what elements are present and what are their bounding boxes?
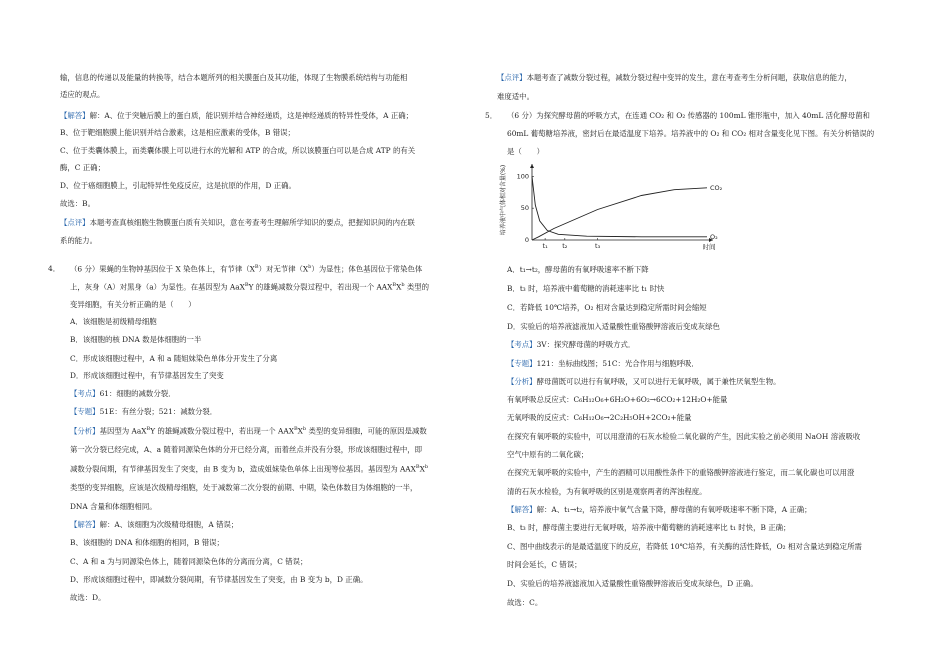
right-text-line: C．若降低 10℃培养，O₂ 相对含量达到稳定所需时间会缩短: [507, 303, 707, 312]
y-tick-label: 0: [524, 236, 529, 244]
left-text-line: D．形成该细胞过程中，有节律基因发生了突变: [70, 371, 224, 380]
left-text-line: （6 分）果蝇的生物钟基因位于 X 染色体上，有节律$(X^B)$对无节律$(X^b)$为显性；体色基因位于常染色体: [70, 264, 423, 274]
right-text-line: 【考点】3V：探究酵母菌的呼吸方式．: [507, 340, 636, 349]
right-text-line: （6 分）为探究酵母菌的呼吸方式，在连通 CO₂ 和 O₂ 传感器的 100mL 锥形瓶中，加入 40mL 活化酵母菌和: [507, 111, 870, 120]
left-text-line: D、位于癌细胞膜上，引起特异性免疫反应，这是抗原的作用，D 正确。: [60, 181, 296, 190]
right-text-line: D、实验后的培养液滤液加入适量酸性重铬酸钾溶液后变成灰绿色，D 正确。: [507, 579, 758, 588]
left-text-line: 故选：D。: [70, 593, 106, 602]
left-text-line: B．该细胞的核 DNA 数是体细胞的一半: [70, 335, 202, 344]
left-text-line: 【点评】本题考查真核细胞生物膜蛋白质有关知识，意在考查考生理解所学知识的要点，把握知识间的内在联: [60, 218, 415, 227]
left-text-line: B、位于靶细胞膜上能识别并结合激素，这是相应激素的受体，B 错误；: [60, 128, 295, 137]
right-text-line: 【专题】121：坐标曲线图；51C：光合作用与细胞呼吸．: [507, 359, 699, 368]
left-text-line: 【考点】61：细胞的减数分裂．: [70, 389, 176, 398]
series-label: CO₂: [710, 183, 723, 192]
y-axis-arrow: [530, 164, 534, 168]
right-text-line: 【解答】解：A、t₁→t₂，培养液中氧气含量下降，酵母菌的有氧呼吸速率不断下降，A 正确；: [507, 505, 812, 514]
left-text-line: 系的能力。: [60, 236, 97, 245]
left-text-line: 减数分裂间期，有节律基因发生了突变，由 B 变为 b，造成姐妹染色单体上出现等位基因。基因型为 $AAX^BX^b$: [70, 464, 429, 474]
left-text-line: A．该细胞是初级精母细胞: [70, 317, 157, 326]
right-text-line: B．t₃ 时，培养液中葡萄糖的消耗速率比 t₁ 时快: [507, 284, 665, 293]
right-text-line: 【分析】酵母菌既可以进行有氧呼吸，又可以进行无氧呼吸，属于兼性厌氧型生物。: [507, 377, 781, 386]
right-text-line: 【点评】本题考查了减数分裂过程，减数分裂过程中变异的发生，意在考查考生分析问题，获取信息的能力，: [497, 73, 852, 82]
x-axis-label: 时间: [702, 243, 716, 250]
right-text-line: 60mL 葡萄糖培养液，密封后在最适温度下培养。培养液中的 O₂ 和 CO₂ 相对含量变化见下图。有关分析错误的: [507, 129, 875, 138]
series-line-co2: [532, 188, 707, 240]
right-text-line: C、图中曲线表示的是最适温度下的反应，若降低 10℃培养，有关酶的活性降低，O₂ 相对含量达到稳定所需: [507, 542, 862, 551]
right-text-line: B、t₃ 时，酵母菌主要进行无氧呼吸，培养液中葡萄糖的消耗速率比 t₁ 时快，B 正确；: [507, 523, 791, 532]
left-text-line: 适应的观点。: [60, 90, 105, 99]
y-axis-label: 培养液中气体相对含量(%): [500, 164, 507, 236]
left-text-line: 第一次分裂已经完成，A、a 随着同源染色体的分开已经分离，而着丝点并没有分裂，形成该细胞过程中，即: [70, 445, 423, 454]
right-text-line: 故选：C。: [507, 598, 543, 607]
left-text-line: 【专题】51E：有丝分裂；521：减数分裂．: [70, 407, 218, 416]
y-tick-label: 50: [520, 204, 529, 213]
right-text-line: 清的石灰水检验，为有氧呼吸的区别是观察两者的浑浊程度。: [507, 487, 707, 496]
left-text-line: 【解答】解：A、位于突触后膜上的蛋白质，能识别并结合神经递质，这是神经递质的特异性受体，A 正确；: [60, 111, 414, 120]
gas-content-chart: [497, 158, 727, 250]
left-text-line: 上，灰身（A）对黑身（a）为显性。在基因型为 AaX$^B$Y 的雄蝇减数分裂过程中，若出现一个 $AAX^BX^b$ 类型的: [70, 282, 430, 292]
series-line-o2: [532, 176, 707, 236]
left-text-line: 【解答】解：A、该细胞为次级精母细胞，A 错误；: [70, 520, 239, 529]
right-text-line: 在探究有氧呼吸的实验中，可以用澄清的石灰水检验二氧化碳的产生，因此实验之前必须用 NaOH 溶液吸收: [507, 432, 861, 441]
left-text-line: B、该细胞的 DNA 和体细胞的相同，B 错误；: [70, 538, 224, 547]
left-text-line: 输，信息的传递以及能量的转换等，结合本题所列的相关膜蛋白及其功能，体现了生物膜系统结构与功能相: [60, 73, 408, 82]
question-number: 4．: [48, 264, 61, 273]
left-text-line: 变异细胞，有关分析正确的是（ ）: [70, 300, 196, 309]
chart-marks: [532, 176, 723, 240]
right-text-line: A．t₁→t₂，酵母菌的有氧呼吸速率不断下降: [507, 265, 649, 274]
left-text-line: 酶，C 正确；: [60, 163, 105, 172]
x-tick-label: t₃: [595, 242, 601, 250]
left-text-line: C．形成该细胞过程中，A 和 a 随姐妹染色单体分开发生了分离: [70, 354, 278, 363]
section-label: 【分析】: [70, 426, 100, 436]
right-text-line: 时间会延长，C 错误；: [507, 560, 582, 569]
right-text-line: 在探究无氧呼吸的实验中，产生的酒精可以用酸性条件下的重铬酸钾溶液进行鉴定，而二氧化碳也可以用澄: [507, 468, 855, 477]
x-tick-label: t₂: [562, 242, 568, 250]
left-text-line: C、A 和 a 为与同源染色体上，随着同源染色体的分离而分离，C 错误；: [70, 557, 308, 566]
section-label: 【考点】: [507, 340, 537, 349]
section-label: 【考点】: [70, 389, 100, 398]
series-label: O₂: [710, 232, 718, 241]
left-text-line: DNA 含量和体细胞相同。: [70, 502, 157, 511]
section-label: 【点评】: [497, 73, 527, 82]
section-label: 【解答】: [507, 505, 537, 514]
y-tick-label: 100: [516, 172, 529, 181]
section-label: 【专题】: [507, 359, 537, 368]
section-label: 【解答】: [70, 520, 100, 529]
section-label: 【专题】: [70, 407, 100, 416]
right-text-line: 无氧呼吸的反应式：C₆H₁₂O₆→2C₂H₅OH+2CO₂+能量: [507, 413, 692, 422]
question-number: 5．: [485, 111, 498, 120]
section-label: 【分析】: [507, 377, 537, 386]
right-text-line: 难度适中。: [497, 92, 534, 101]
right-text-line: 有氧呼吸总反应式：C₆H₁₂O₆+6H₂O+6O₂→6CO₂+12H₂O+能量: [507, 395, 728, 404]
section-label: 【点评】: [60, 218, 90, 227]
left-text-line: 【分析】基因型为 AaX$^B$Y 的雄蝇减数分裂过程中，若出现一个 $AAX^BX^b$ 类型的变异细胞，可能的原因是减数: [70, 426, 427, 436]
right-text-line: 空气中原有的二氧化碳；: [507, 450, 589, 459]
x-tick-label: t₁: [542, 242, 548, 250]
left-text-line: C、位于类囊体膜上，而类囊体膜上可以进行水的光解和 ATP 的合成，所以该膜蛋白可以是合成 ATP 的有关: [60, 146, 416, 155]
section-label: 【解答】: [60, 111, 90, 120]
left-text-line: 故选：B。: [60, 199, 95, 208]
left-text-line: D、形成该细胞过程中，即减数分裂间期，有节律基因发生了突变，由 B 变为 b，D 正确。: [70, 575, 368, 584]
left-text-line: 类型的变异细胞，应该是次级精母细胞，处于减数第二次分裂的前期、中期，染色体数目为体细胞的一半，: [70, 483, 418, 492]
right-text-line: 是（ ）: [507, 147, 544, 156]
right-text-line: D．实验后的培养液滤液加入适量酸性重铬酸钾溶液后变成灰绿色: [507, 322, 720, 331]
